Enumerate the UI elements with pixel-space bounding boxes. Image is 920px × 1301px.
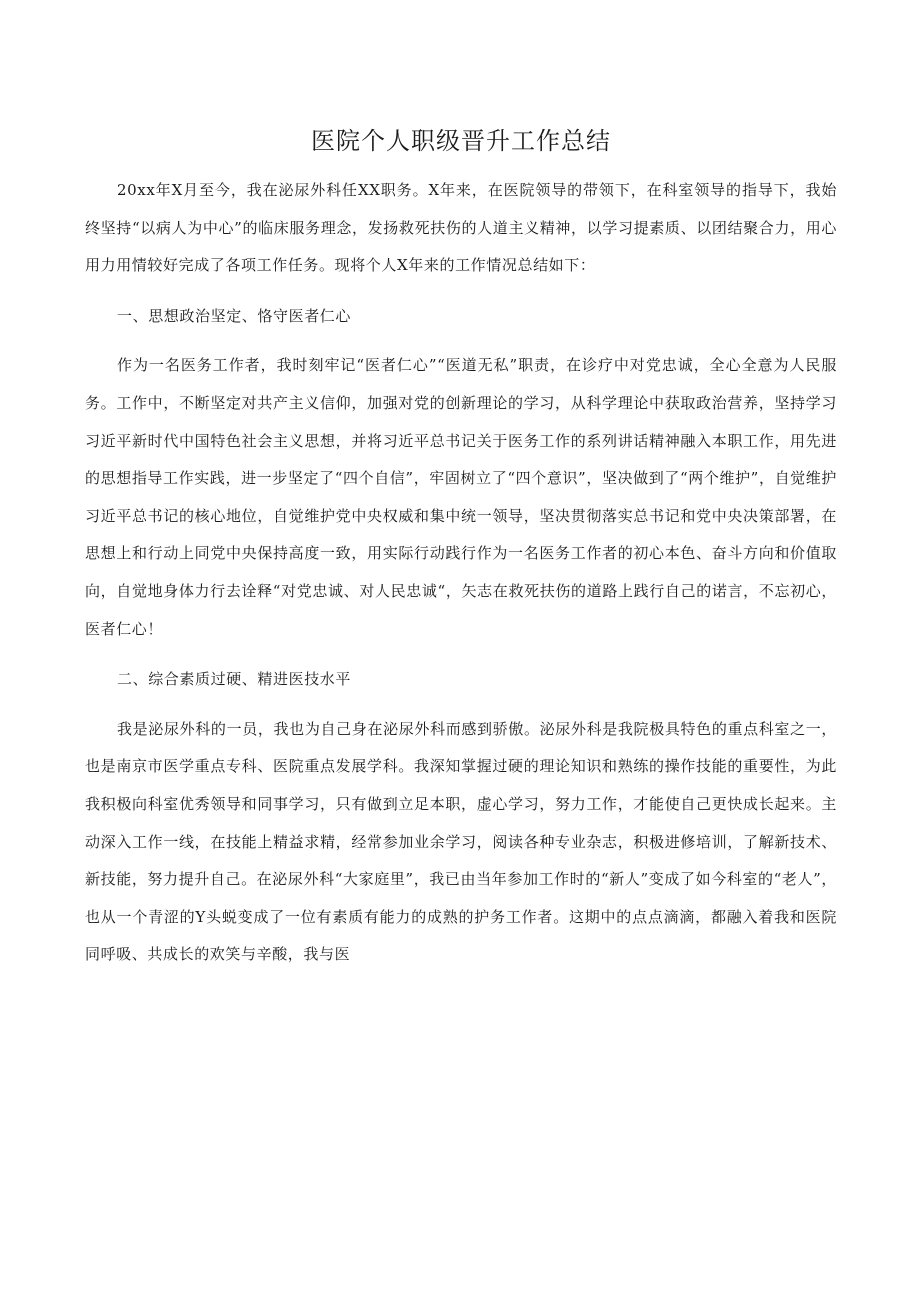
intro-paragraph: 20xx年X月至今，我在泌尿外科任XX职务。X年来，在医院领导的带领下，在科室领导的指导下，我始终坚持“以病人为中心”的临床服务理念，发扬救死扶伤的人道主义精神，以学习提素质、以团结聚合力，用心用力用情较好完成了各项工作任务。现将个人X年来的工作情况总结如下： <box>85 181 837 275</box>
section-heading-1: 一、思想政治坚定、恪守医者仁心 <box>117 306 352 325</box>
section-heading-2: 二、综合素质过硬、精进医技水平 <box>117 670 352 689</box>
document-page <box>85 118 837 974</box>
section-body-2: 我是泌尿外科的一员，我也为自己身在泌尿外科而感到骄傲。泌尿外科是我院极具特色的重点科室之一，也是南京市医学重点专科、医院重点发展学科。我深知掌握过硬的理论知识和熟练的操作技能的重要性，为此我积极向科室优秀领导和同事学习，只有做到立足本职，虚心学习，努力工作，才能使自己更快成长起来。主动深入工作一线，在技能上精益求精，经常参加业余学习，阅读各种专业杂志，积极进修培训，了解新技术、新技能，努力提升自己。在泌尿外科“大家庭里”，我已由当年参加工作时的“新人”变成了如今科室的“老人”，也从一个青涩的Y头蜕变成了一位有素质有能力的成熟的护务工作者。这期中的点点滴滴，都融入着我和医院同呼吸、共成长的欢笑与辛酸，我与医 <box>85 719 837 964</box>
section-body-1: 作为一名医务工作者，我时刻牢记“医者仁心”“医道无私”职责，在诊疗中对党忠诚，全心全意为人民服务。工作中，不断坚定对共产主义信仰，加强对党的创新理论的学习，从科学理论中获取政治营养，坚持学习习近平新时代中国特色社会主义思想，并将习近平总书记关于医务工作的系列讲话精神融入本职工作，用先进的思想指导工作实践，进一步坚定了“四个自信”，牢固树立了“四个意识”，坚决做到了“两个维护”，自觉维护习近平总书记的核心地位，自觉维护党中央权威和集中统一领导，坚决贯彻落实总书记和党中央决策部署，在思想上和行动上同党中央保持高度一致，用实际行动践行作为一名医务工作者的初心本色、奋斗方向和价值取向，自觉地身体力行去诠释“对党忠诚、对人民忠诚“，矢志在救死扶伤的道路上践行自己的诺言，不忘初心，医者仁心！ <box>85 356 837 638</box>
document-title: 医院个人职级晋升工作总结 <box>311 127 611 155</box>
